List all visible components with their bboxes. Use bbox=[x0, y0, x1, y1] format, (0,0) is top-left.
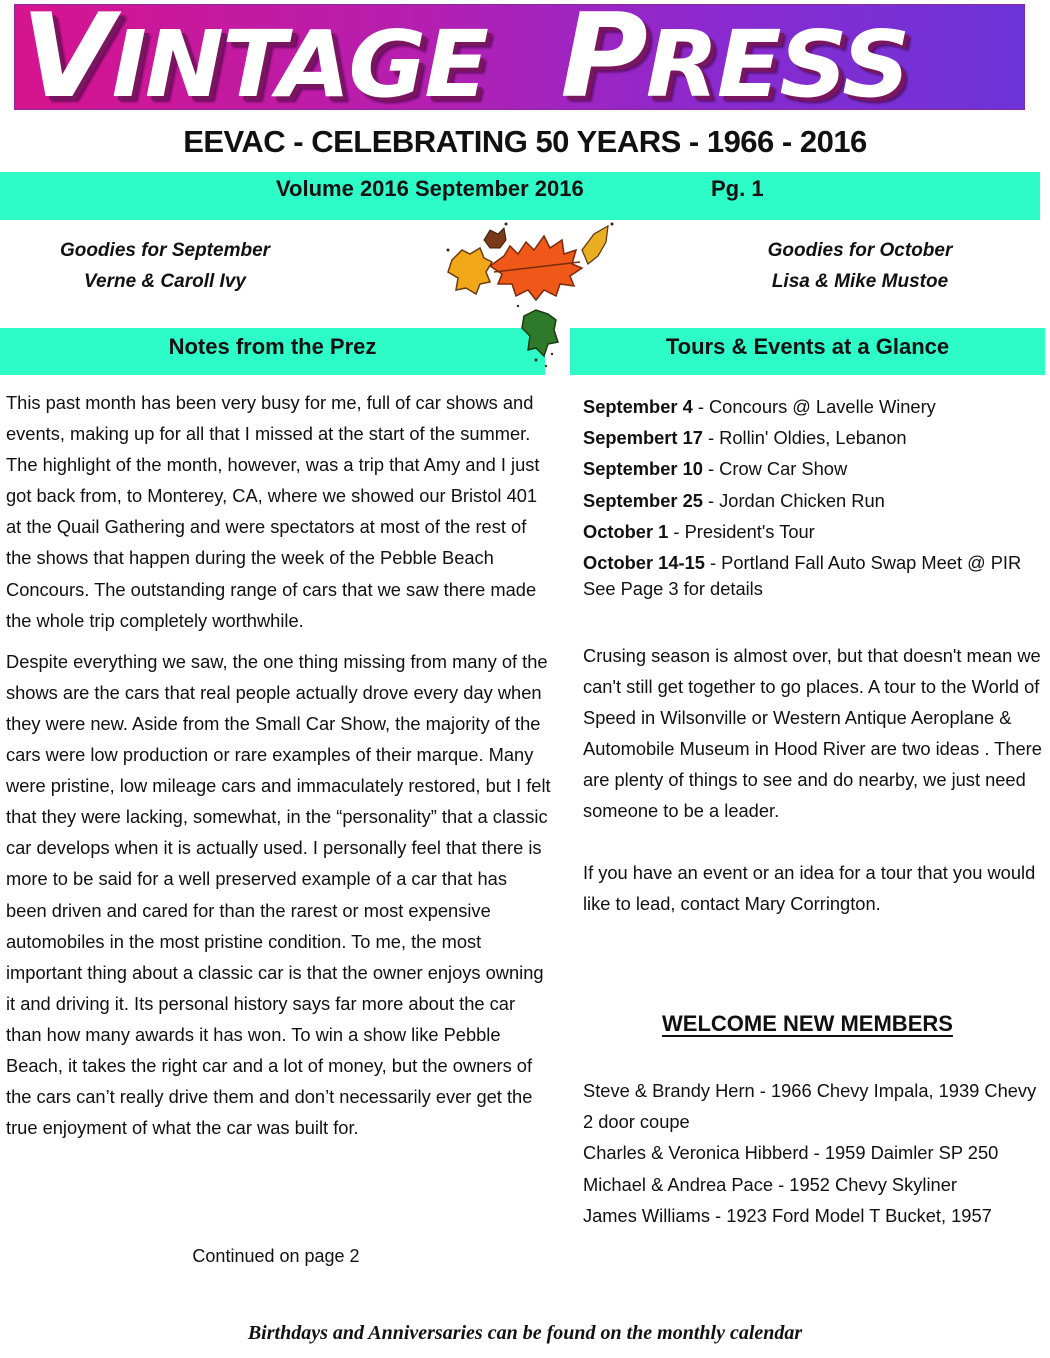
event-description: - Jordan Chicken Run bbox=[702, 489, 885, 511]
event-item bbox=[583, 391, 1050, 422]
celebrating-subtitle: EEVAC - CELEBRATING 50 YEARS - 1966 - 2016 bbox=[183, 124, 867, 159]
event-item bbox=[583, 485, 1050, 516]
events-list bbox=[583, 391, 1050, 578]
new-members-list bbox=[583, 1075, 1043, 1231]
continued-note: Continued on page 2 bbox=[192, 1246, 360, 1266]
goodies-october-names: Lisa & Mike Mustoe bbox=[771, 271, 949, 292]
tours-section-title: Tours & Events at a Glance bbox=[665, 334, 950, 359]
issue-label: Volume 2016 September 2016 bbox=[276, 176, 584, 201]
prez-article bbox=[6, 387, 551, 1153]
event-date: Sepembert 17 bbox=[583, 427, 703, 449]
event-date: September 25 bbox=[583, 489, 703, 511]
member-item: Michael & Andrea Pace - 1952 Chevy Skyliner bbox=[583, 1173, 957, 1195]
footer-note: Birthdays and Anniversaries can be found on the monthly calendar bbox=[247, 1322, 803, 1344]
event-date: September 10 bbox=[583, 458, 703, 480]
welcome-heading: WELCOME NEW MEMBERS bbox=[662, 1011, 953, 1036]
event-item bbox=[583, 422, 1050, 453]
event-description: - Rollin' Oldies, Lebanon bbox=[702, 427, 907, 449]
event-description: - Concours @ Lavelle Winery bbox=[692, 396, 936, 417]
autumn-leaves-icon bbox=[440, 220, 620, 370]
cruising-paragraph: Crusing season is almost over, but that doesn't mean we can't still get together to go places. A tour to the World of Speed in Wilsonville or Western Antique Aeroplane & Automobile Museum in Hood River are two ideas . There are plenty of things to see and do nearby, we just need someone to be a leader. bbox=[583, 645, 1042, 822]
see-page-note: See Page 3 for details bbox=[583, 578, 763, 599]
masthead-banner bbox=[14, 4, 1025, 110]
member-item: Steve & Brandy Hern - 1966 Chevy Impala, 1939 Chevy 2 door coupe bbox=[583, 1080, 1037, 1133]
event-item bbox=[583, 547, 1050, 578]
title-word-intage: INTAGE bbox=[111, 11, 487, 110]
goodies-september-heading: Goodies for September bbox=[59, 240, 271, 261]
goodies-october-heading: Goodies for October bbox=[767, 240, 953, 261]
lead-tour-paragraph: If you have an event or an idea for a tour that you would like to lead, contact Mary Corrington. bbox=[583, 862, 1036, 915]
newsletter-title bbox=[15, 4, 1025, 110]
prez-paragraph: Despite everything we saw, the one thing missing from many of the shows are the cars that real people actually drove every day when they were new. Aside from the Small Car Show, the majority of the cars were low production or rare examples of their marque. Many were pristine, low mileage cars and immaculately restored, but I felt that they were lacking, somewhat, in the “personality” that a classic car develops when it is actually used. I personally feel that there is more to be said for a well preserved example of a car that has been driven and cared for than the rarest or most expensive automobiles in the most pristine condition. To me, the most important thing about a classic car is that the owner enjoys owning it and driving it. Its personal history says far more about the car than how many awards it has won. To win a show like Pebble Beach, it takes the right car and a lot of money, but the owners of the cars can’t really drive them and don’t necessarily ever get the true enjoyment of what the car was built for. bbox=[6, 650, 551, 1139]
event-description: - President's Tour bbox=[668, 520, 815, 542]
prez-paragraph: This past month has been very busy for me, full of car shows and events, making up for all that I missed at the start of the summer. The highlight of the month, however, was a trip that Amy and I just got back from, to Monterey, CA, where we showed our Bristol 401 at the Quail Gathering and were spectators at most of the rest of the shows that happen during the week of the Pebble Beach Concours. The outstanding range of cars that we saw there made the whole trip completely worthwhile. bbox=[6, 392, 540, 631]
event-item bbox=[583, 453, 1050, 484]
goodies-september bbox=[40, 235, 290, 297]
title-initial-p: P bbox=[560, 4, 646, 110]
event-description: - Crow Car Show bbox=[702, 458, 848, 480]
title-initial-v: V bbox=[21, 4, 112, 110]
prez-section-title: Notes from the Prez bbox=[168, 334, 377, 359]
event-date: October 14-15 bbox=[583, 552, 705, 574]
goodies-october bbox=[735, 235, 985, 297]
event-item bbox=[583, 516, 1050, 547]
page-number: Pg. 1 bbox=[711, 176, 764, 201]
title-word-ress: RESS bbox=[645, 11, 909, 110]
event-date: September 4 bbox=[583, 396, 693, 417]
member-item: James Williams - 1923 Ford Model T Bucket, 1957 bbox=[583, 1204, 992, 1226]
event-description: - Portland Fall Auto Swap Meet @ PIR bbox=[704, 552, 1022, 574]
member-item: Charles & Veronica Hibberd - 1959 Daimler SP 250 bbox=[583, 1142, 999, 1164]
goodies-september-names: Verne & Caroll Ivy bbox=[84, 271, 246, 292]
event-date: October 1 bbox=[583, 520, 669, 542]
